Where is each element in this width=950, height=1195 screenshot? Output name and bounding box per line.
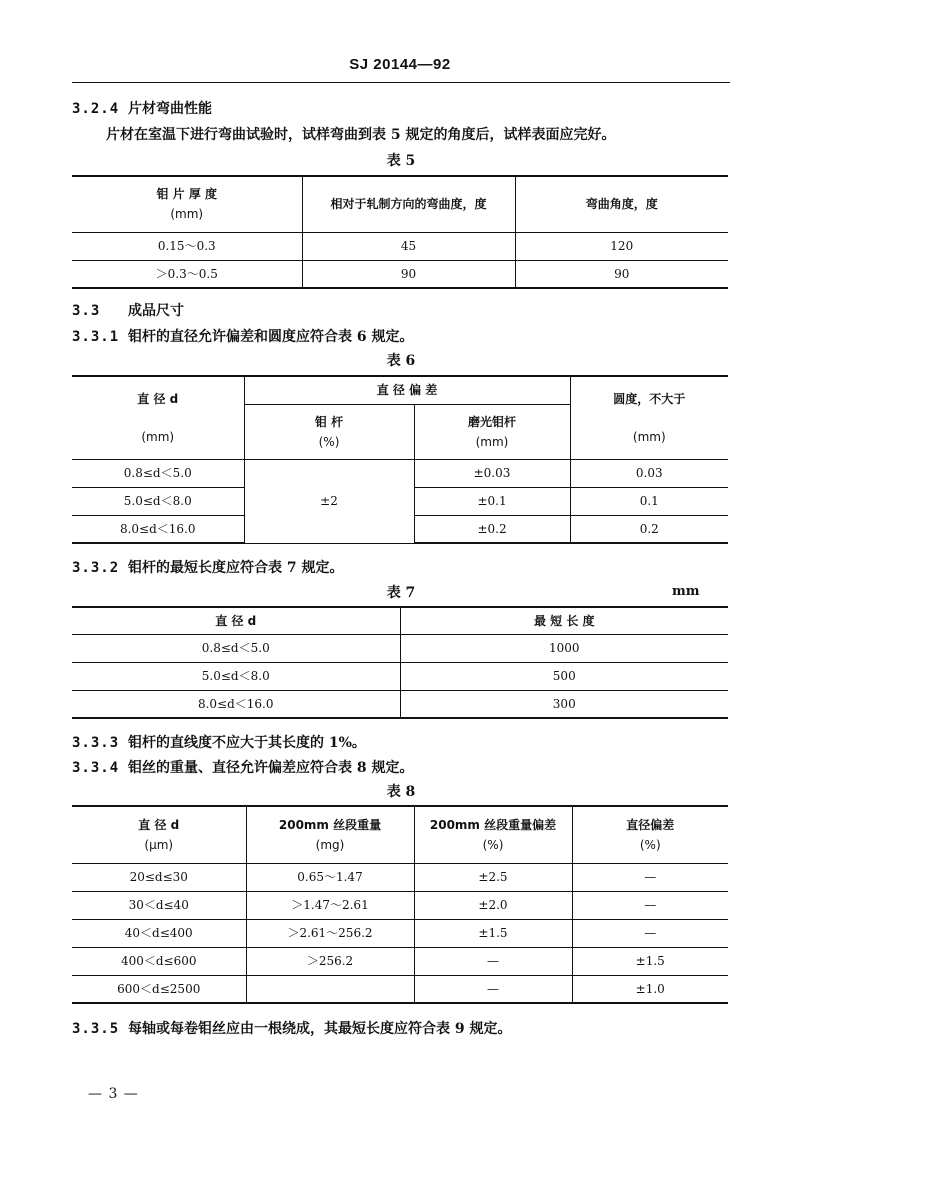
header-cell: 直 径 d [72,607,400,634]
table-cell: 0.15～0.3 [72,232,302,260]
table-cell-rod-deviation: ±2 [244,459,414,543]
header-cell: 200mm 丝段重量偏差 (%) [414,806,572,863]
table-cell: 90 [515,260,728,288]
table-cell: 90 [302,260,515,288]
table-cell: 5.0≤d＜8.0 [72,662,400,690]
section-title: 成品尺寸 [128,303,184,319]
page-number: — 3 — [88,1086,139,1102]
section-3-3-5-heading [72,1018,512,1038]
table-cell: — [414,947,572,975]
section-text: 每轴或每卷钼丝应由一根绕成，其最短长度应符合表 9 规定。 [128,1021,512,1037]
table-cell: 45 [302,232,515,260]
table-cell: ＞0.3～0.5 [72,260,302,288]
table-cell: — [414,975,572,1003]
section-number: 3.2.4 [72,101,120,117]
section-number: 3.3.3 [72,735,120,751]
table-cell: 120 [515,232,728,260]
section-3-3-3-heading [72,732,366,752]
header-cell-roundness: 圆度，不大于 (mm) [570,376,728,459]
table-cell: ＞1.47～2.61 [246,891,414,919]
table-cell: ±0.1 [414,487,570,515]
table-row [72,919,728,947]
header-cell-deviation: 直 径 偏 差 [244,376,570,404]
header-cell: 钼 片 厚 度 (mm) [72,176,302,232]
table-cell: ±2.5 [414,863,572,891]
table-cell: 0.2 [570,515,728,543]
table-8-caption: 表 8 [386,784,416,800]
section-number: 3.3.2 [72,560,120,576]
table-row [72,947,728,975]
table-cell: — [572,863,728,891]
table-header-row [72,607,728,634]
table-cell: 500 [400,662,728,690]
document-code: SJ 20144—92 [349,56,451,73]
table-row [72,863,728,891]
section-3-3-heading [72,300,184,320]
header-cell: 直 径 d (μm) [72,806,246,863]
table-row [72,260,728,288]
table-row [72,634,728,662]
table-cell: 0.8≤d＜5.0 [72,459,244,487]
table-cell: ±1.5 [414,919,572,947]
table-cell: ±0.2 [414,515,570,543]
header-cell-rod: 钼 杆 (%) [244,404,414,459]
table-6-caption: 表 6 [386,353,416,369]
table-cell: 20≤d≤30 [72,863,246,891]
table-row [72,975,728,1003]
header-cell: 200mm 丝段重量 (mg) [246,806,414,863]
table-cell [246,975,414,1003]
table-cell: ＞256.2 [246,947,414,975]
table-cell: ＞2.61～256.2 [246,919,414,947]
table-cell: 1000 [400,634,728,662]
header-cell: 相对于轧制方向的弯曲度，度 [302,176,515,232]
table-7-caption: 表 7 [386,585,416,601]
table-row [72,891,728,919]
table-7-unit: mm [672,584,700,599]
table-7 [72,606,728,719]
table-row [72,662,728,690]
header-rule [72,82,730,83]
table-cell: 400＜d≤600 [72,947,246,975]
section-number: 3.3.4 [72,760,120,776]
section-text: 钼杆的最短长度应符合表 7 规定。 [128,560,344,576]
section-number: 3.3 [72,303,101,319]
table-cell: ±1.0 [572,975,728,1003]
table-cell: — [572,919,728,947]
table-cell: ±0.03 [414,459,570,487]
table-cell: 300 [400,690,728,718]
table-cell: ±1.5 [572,947,728,975]
section-text: 钼杆的直径允许偏差和圆度应符合表 6 规定。 [128,329,414,345]
table-cell: 0.1 [570,487,728,515]
table-cell: 0.03 [570,459,728,487]
header-cell: 弯曲角度，度 [515,176,728,232]
section-3-2-4-heading [72,98,212,118]
section-number: 3.3.5 [72,1021,120,1037]
table-cell: 0.8≤d＜5.0 [72,634,400,662]
table-row [72,690,728,718]
section-3-3-1-heading [72,326,414,346]
table-header-row [72,376,728,404]
table-row [72,232,728,260]
table-row [72,459,728,487]
table-cell: ±2.0 [414,891,572,919]
table-5 [72,175,728,289]
table-header-row [72,176,728,232]
table-cell: 40＜d≤400 [72,919,246,947]
header-cell: 直径偏差 (%) [572,806,728,863]
table-header-row [72,806,728,863]
table-cell: 5.0≤d＜8.0 [72,487,244,515]
header-cell: 最 短 长 度 [400,607,728,634]
section-title: 片材弯曲性能 [128,101,212,117]
header-cell-polished-rod: 磨光钼杆 (mm) [414,404,570,459]
table-cell: 0.65～1.47 [246,863,414,891]
section-number: 3.3.1 [72,329,120,345]
table-6 [72,375,728,544]
header-cell-diameter: 直 径 d (mm) [72,376,244,459]
table-cell: 8.0≤d＜16.0 [72,690,400,718]
table-cell: 8.0≤d＜16.0 [72,515,244,543]
table-cell: 600＜d≤2500 [72,975,246,1003]
section-3-3-2-heading [72,557,344,577]
section-3-2-4-text: 片材在室温下进行弯曲试验时，试样弯曲到表 5 规定的角度后，试样表面应完好。 [106,127,616,143]
section-3-3-4-heading [72,757,414,777]
table-cell: — [572,891,728,919]
table-8 [72,805,728,1004]
table-cell: 30＜d≤40 [72,891,246,919]
section-text: 钼丝的重量、直径允许偏差应符合表 8 规定。 [128,760,414,776]
table-5-caption: 表 5 [386,153,416,169]
section-text: 钼杆的直线度不应大于其长度的 1%。 [128,735,366,751]
